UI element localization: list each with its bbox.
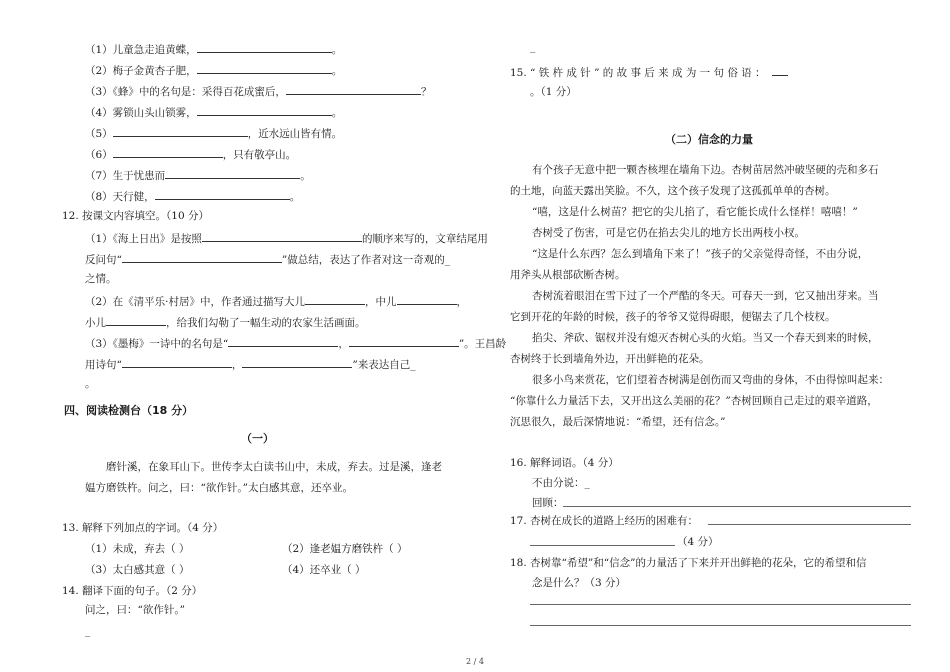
q11-item-7-tail: 。: [300, 170, 311, 182]
story-line-11: 很多小鸟来赏花，它们望着杏树满是创伤而又弯曲的身体，不由得惊叫起来：: [532, 374, 889, 386]
q12-3e: ，: [231, 359, 243, 371]
q11-item-8-tail: 。: [289, 191, 301, 203]
answer-blank[interactable]: [397, 293, 457, 305]
q12-1b: 的顺序来写的，文章结尾用: [361, 233, 488, 245]
q12-2d: 小儿: [85, 317, 106, 329]
q11-item-5-tail: ，近水远山皆有情。: [247, 128, 343, 140]
q11-item-1-text: （1）儿童急走追黄蝶，: [85, 44, 197, 56]
q11-item-6-tail: ，只有敬亭山。: [222, 149, 297, 161]
q15-tail: 。（1 分）: [530, 86, 577, 98]
q12-2a: （2）在《清平乐·村居》中，作者通过描写大儿: [85, 296, 306, 308]
q18-line-1: 18. 杏树靠“希望”和“信念”的力量活了下来并开出鲜艳的花朵，它的希望和信: [510, 557, 867, 569]
q14-text: 问之，曰：“欲作针。”: [85, 604, 185, 616]
q12-3f: ”来表达自己_: [352, 359, 416, 371]
q11-item-6-text: （6）: [85, 149, 113, 161]
answer-blank[interactable]: [228, 335, 338, 347]
q11-item-3-text: （3）《蜂》中的名句是：采得百花成蜜后，: [85, 86, 286, 98]
q12-2b: ，中儿: [365, 296, 397, 308]
q12-2e: ，给我们勾勒了一幅生动的农家生活画面。: [166, 317, 366, 329]
story-line-2: 的土地，向蓝天露出笑脸。不久，这个孩子发现了这孤孤单单的杏树。: [510, 185, 836, 197]
answer-blank[interactable]: [286, 83, 421, 95]
page-number: 2 / 4: [466, 657, 484, 666]
answer-blank[interactable]: [113, 146, 223, 158]
q11-item-4: [85, 104, 342, 120]
q12-3c: ”。王昌龄: [458, 338, 507, 350]
q12-line-4: [85, 293, 467, 309]
q11-item-2: [85, 62, 342, 78]
q11-item-7: [85, 167, 311, 183]
q13-item-1: （1）未成，弃去（ ）: [85, 543, 190, 555]
answer-line[interactable]: [530, 604, 911, 605]
story-line-7: 杏树流着眼泪在雪下过了一个严酷的冬天。可春天一到，它又抽出芽来。当: [532, 290, 879, 302]
q11-item-7-text: （7）生于忧患而: [85, 170, 166, 182]
q16-item-2: 回顾：: [532, 497, 564, 509]
q12-3a: （3）《墨梅》一诗中的名句是“: [85, 338, 229, 350]
part-1-heading: （一）: [241, 432, 274, 445]
q11-item-1: [85, 41, 342, 57]
q15-text: 15. “ 铁 杵 成 针 ” 的 故 事 后 来 成 为 一 句 俗 语 ：: [510, 67, 766, 79]
q11-item-4-tail: 。: [331, 107, 343, 119]
q12-2c: ，: [456, 296, 468, 308]
answer-line[interactable]: [530, 545, 675, 546]
q12-line-1: [85, 230, 488, 246]
passage-1-line-2: 媪方磨铁杵。问之，曰：“欲作针。”太白感其意，还卒业。: [85, 482, 353, 494]
q18-line-2: 念是什么？（3 分）: [532, 577, 627, 589]
story-line-8: 它到开花的年龄的时候，孩子的爷爷又觉得碍眼，便锯去了几个枝杈。: [510, 311, 836, 323]
answer-blank[interactable]: [197, 104, 332, 116]
q12-line-2: [85, 251, 450, 267]
q15-line: [510, 64, 788, 80]
story-line-3: “嘻，这是什么树苗？把它的尖儿掐了，看它能长成什么怪样！嘻嘻！”: [532, 206, 858, 218]
q11-item-5-text: （5）: [85, 128, 113, 140]
answer-blank[interactable]: [772, 64, 788, 76]
story-line-1: 有个孩子无意中把一颗杏核埋在墙角下边。杏树苗居然冲破坚硬的壳和多石: [532, 164, 879, 176]
q12-1d: ”做总结，表达了作者对这一奇观的_: [281, 254, 450, 266]
answer-blank[interactable]: [106, 314, 166, 326]
q17-tail: （4 分）: [677, 536, 719, 548]
q12-line-5: [85, 314, 366, 330]
passage-1-line-1: 磨针溪，在象耳山下。世传李太白读书山中，未成，弃去。过是溪，逢老: [106, 461, 442, 473]
answer-blank[interactable]: [197, 41, 332, 53]
q11-item-1-tail: 。: [331, 44, 343, 56]
q11-item-3: [85, 83, 431, 99]
q12-line-6: [85, 335, 506, 351]
q11-item-4-text: （4）雾锁山头山锁雾，: [85, 107, 197, 119]
right-column: [475, 0, 950, 672]
top-continuation-mark: _: [530, 41, 536, 53]
answer-blank[interactable]: [165, 167, 300, 179]
story-line-4: 杏树受了伤害，可是它仍在掐去尖儿的地方长出两枝小杈。: [532, 227, 805, 239]
story-line-10: 杏树终于长到墙角外边，开出鲜艳的花朵。: [510, 353, 710, 365]
q13-item-4: （4）还卒业（ ）: [282, 564, 366, 576]
q12-1c: 反问句“: [85, 254, 122, 266]
q13-title: 13. 解释下列加点的字词。（4 分）: [62, 522, 224, 534]
q11-item-2-text: （2）梅子金黄杏子肥，: [85, 65, 197, 77]
q12-line-8: 。: [85, 378, 96, 390]
q11-item-6: [85, 146, 296, 162]
story-line-6: 用斧头从根部砍断杏树。: [510, 269, 626, 281]
story-line-12: “你靠什么力量活下去，又开出这么美丽的花？”杏树回顾自己走过的艰辛道路，: [510, 395, 878, 407]
q11-item-3-tail: ？: [420, 86, 432, 98]
q12-line-3: 之情。: [85, 273, 117, 285]
answer-line[interactable]: [563, 506, 911, 507]
answer-blank[interactable]: [202, 230, 362, 242]
q11-item-2-tail: 。: [331, 65, 343, 77]
answer-blank[interactable]: [242, 356, 352, 368]
q11-item-8: [85, 188, 300, 204]
answer-line[interactable]: [530, 625, 911, 626]
answer-blank[interactable]: [122, 251, 282, 263]
q12-3d: 用诗句“: [85, 359, 122, 371]
q13-item-2: （2）逢老媪方磨铁杵（ ）: [282, 543, 408, 555]
answer-blank[interactable]: [305, 293, 365, 305]
q12-1a: （1）《海上日出》是按照: [85, 233, 202, 245]
q12-title: 12. 按课文内容填空。（10 分）: [62, 210, 209, 222]
q13-item-3: （3）太白感其意（ ）: [85, 564, 190, 576]
q14-answer-mark[interactable]: _: [85, 625, 91, 637]
answer-blank[interactable]: [113, 125, 248, 137]
section-4-heading: 四、阅读检测台（18 分）: [64, 404, 194, 417]
q11-item-5: [85, 125, 342, 141]
answer-line[interactable]: [708, 524, 911, 525]
story-line-13: 沉思很久，最后深情地说：“希望，还有信念。”: [510, 416, 726, 428]
q12-line-7: [85, 356, 416, 372]
story-line-9: 掐尖、斧砍、锯杈并没有熄灭杏树心头的火焰。当又一个春天到来的时候，: [532, 332, 879, 344]
answer-blank[interactable]: [155, 188, 290, 200]
story-line-5: “这是什么东西？怎么到墙角下来了！”孩子的父亲觉得奇怪，不由分说，: [532, 248, 869, 260]
q17-title: 17. 杏树在成长的道路上经历的困难有：: [510, 515, 699, 527]
answer-blank[interactable]: [197, 62, 332, 74]
q12-3b: ，: [338, 338, 349, 350]
q11-item-8-text: （8）天行健，: [85, 191, 155, 203]
q14-title: 14. 翻译下面的句子。（2 分）: [62, 585, 203, 597]
answer-blank[interactable]: [122, 356, 232, 368]
q16-title: 16. 解释词语。（4 分）: [510, 457, 619, 469]
q16-item-1: 不由分说：_: [532, 477, 590, 489]
answer-blank[interactable]: [349, 335, 459, 347]
part-2-heading: （二）信念的力量: [665, 133, 753, 146]
